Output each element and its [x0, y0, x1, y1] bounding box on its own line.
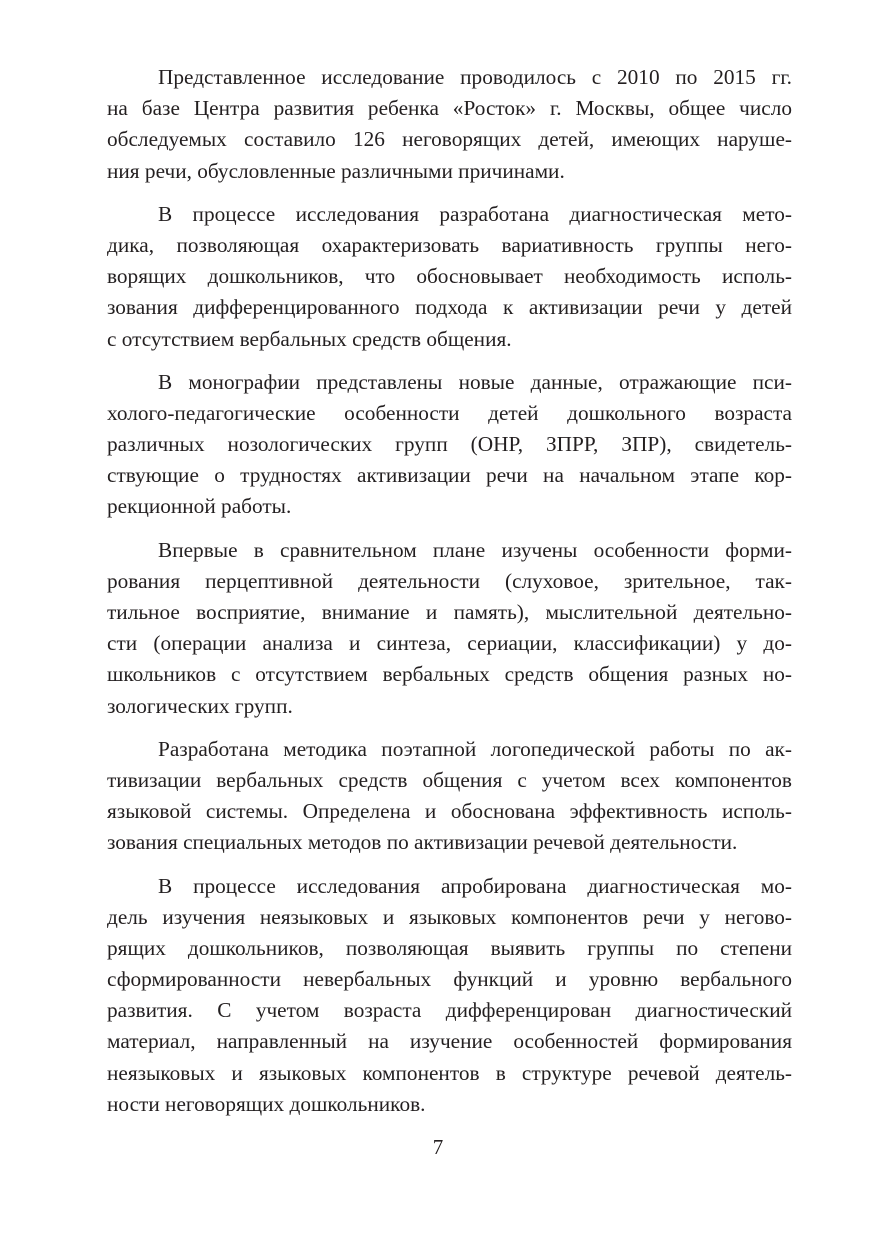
- paragraph-line: тильное восприятие, внимание и память), мыслительной деятельно-: [107, 600, 792, 624]
- paragraph-line: на базе Центра развития ребенка «Росток» г. Москвы, общее число: [107, 96, 792, 121]
- paragraph-line: холого-педагогические особенности детей дошкольного возраста: [107, 400, 792, 425]
- paragraph-line: зования дифференцированного подхода к активизации речи у детей: [107, 295, 792, 320]
- paragraph-line: Представленное исследование проводилось с 2010 по 2015 гг.: [158, 65, 792, 89]
- paragraph-line: школьников с отсутствием вербальных средств общения разных но-: [107, 662, 792, 687]
- paragraph-line: В процессе исследования апробирована диагностическая мо-: [158, 873, 792, 898]
- paragraph-line: рящих дошкольников, позволяющая выявить группы по степени: [107, 935, 792, 960]
- paragraph-line: ствующие о трудностях активизации речи на начальном этапе кор-: [107, 463, 792, 488]
- paragraph-line: рекционной работы.: [107, 494, 292, 519]
- paragraph-line: сформированности невербальных функций и уровню вербального: [107, 967, 792, 992]
- paragraph-line: рования перцептивной деятельности (слуховое, зрительное, так-: [107, 568, 792, 593]
- paragraph-line: дика, позволяющая охарактеризовать вариативность группы него-: [107, 232, 792, 257]
- paragraph-line: с отсутствием вербальных средств общения.: [107, 326, 512, 351]
- paragraph-5: [107, 734, 792, 859]
- page-number: 7: [432, 1135, 444, 1159]
- paragraph-6: [107, 871, 792, 1121]
- paragraph-line: материал, направленный на изучение особенностей формирования: [107, 1029, 792, 1054]
- paragraph-line: сти (операции анализа и синтеза, сериации, классификации) у до-: [107, 631, 792, 656]
- paragraph-line: В процессе исследования разработана диагностическая мето-: [158, 201, 792, 226]
- paragraph-line: дель изучения неязыковых и языковых компонентов речи у негово-: [107, 904, 792, 929]
- paragraph-4: [107, 535, 792, 722]
- paragraph-line: Разработана методика поэтапной логопедической работы по ак-: [158, 736, 792, 761]
- paragraph-line: зования специальных методов по активизации речевой деятельности.: [107, 830, 738, 855]
- paragraph-line: тивизации вербальных средств общения с учетом всех компонентов: [107, 767, 792, 792]
- paragraph-line: ности неговорящих дошкольников.: [107, 1091, 426, 1116]
- paragraph-line: ворящих дошкольников, что обосновывает необходимость исполь-: [107, 264, 792, 289]
- paragraph-1: [107, 62, 792, 187]
- paragraph-line: обследуемых составило 126 неговорящих детей, имеющих наруше-: [107, 127, 792, 152]
- paragraph-3: [107, 367, 792, 523]
- paragraph-line: зологических групп.: [107, 693, 293, 718]
- paragraph-line: неязыковых и языковых компонентов в структуре речевой деятель-: [107, 1060, 792, 1085]
- text-body: [107, 62, 792, 1120]
- paragraph-line: различных нозологических групп (ОНР, ЗПРР, ЗПР), свидетель-: [107, 432, 792, 457]
- paragraph-line: Впервые в сравнительном плане изучены особенности форми-: [158, 537, 792, 562]
- paragraph-line: языковой системы. Определена и обоснована эффективность исполь-: [107, 799, 792, 824]
- paragraph-2: [107, 199, 792, 355]
- paragraph-line: ния речи, обусловленные различными причинами.: [107, 158, 565, 183]
- paragraph-line: В монографии представлены новые данные, отражающие пси-: [158, 369, 792, 394]
- paragraph-line: развития. С учетом возраста дифференцирован диагностический: [107, 998, 792, 1023]
